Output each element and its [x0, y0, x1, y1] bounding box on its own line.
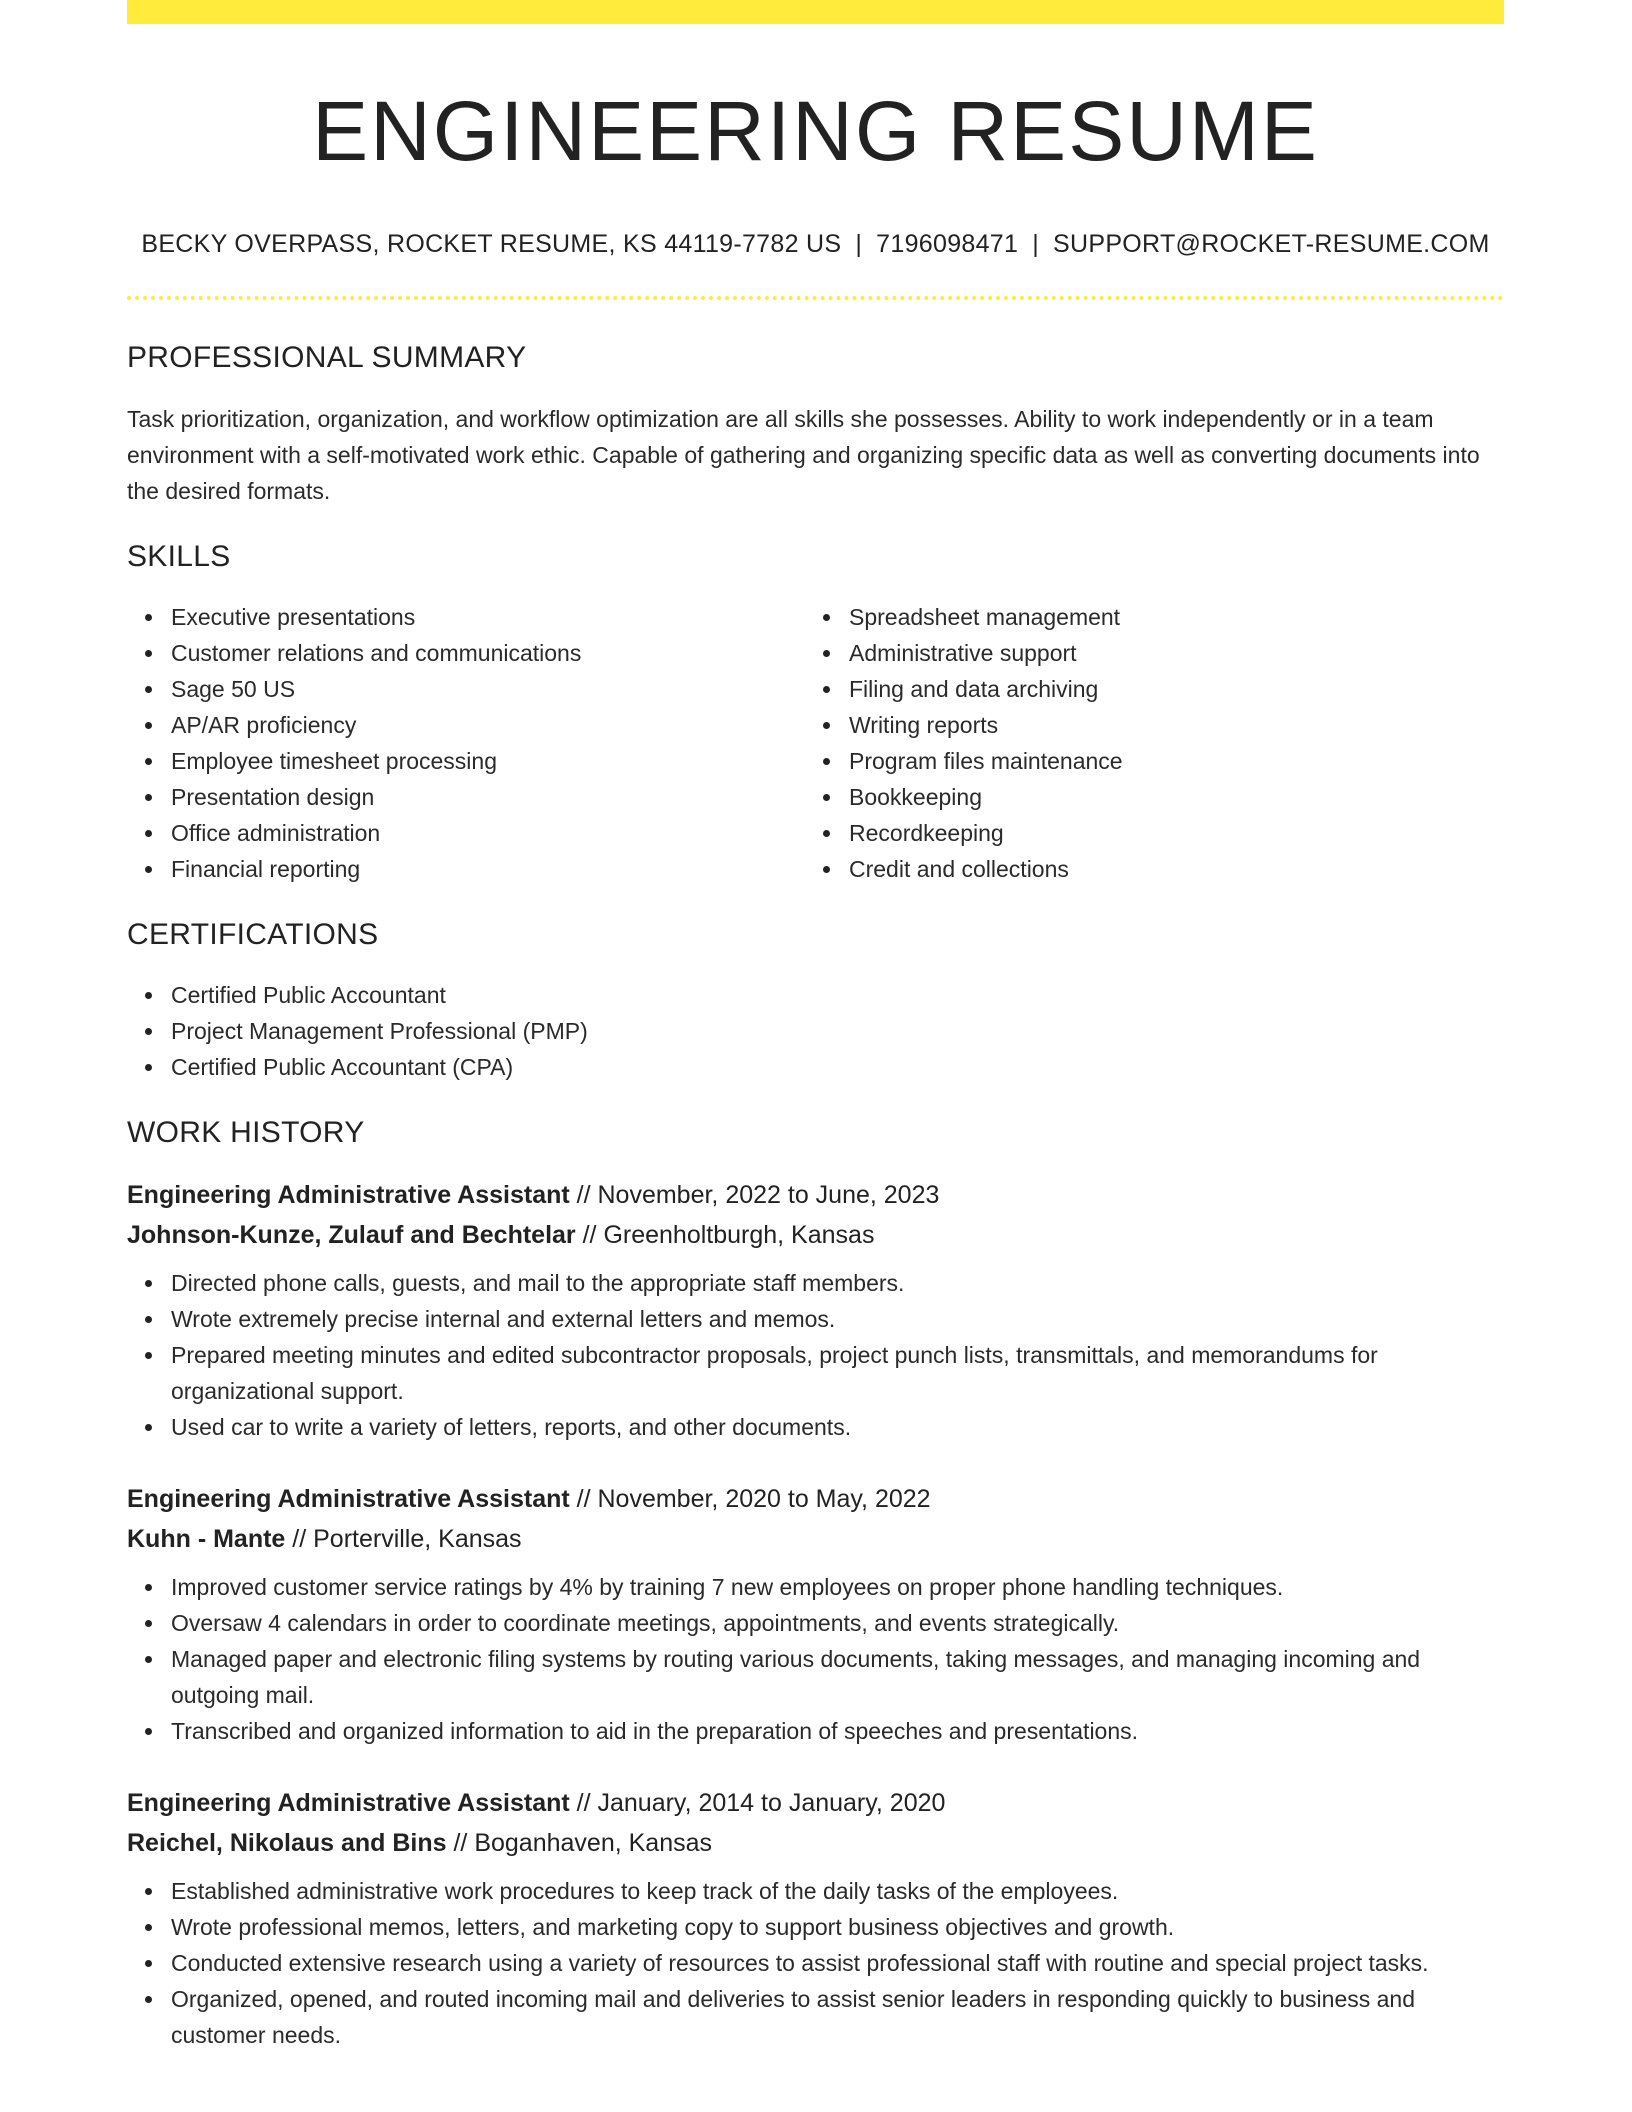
- skills-column-right: [805, 599, 1483, 887]
- summary-text: Task prioritization, organization, and workflow optimization are all skills she possesses. Ability to work independently or in a team environment with a self-motivated work ethic. Capable of gathering and organizing specific data as well as converting documents into the desired formats.: [127, 406, 1480, 504]
- skill-item: Administrative support: [805, 635, 1483, 671]
- job-title: Engineering Administrative Assistant: [127, 1789, 570, 1817]
- job-bullet: Prepared meeting minutes and edited subcontractor proposals, project punch lists, transmittals, and memorandums for organizational support.: [127, 1337, 1504, 1409]
- skill-item: Executive presentations: [127, 599, 805, 635]
- job-title: Engineering Administrative Assistant: [127, 1181, 570, 1209]
- job-bullet: Wrote professional memos, letters, and marketing copy to support business objectives and growth.: [127, 1909, 1504, 1945]
- job-bullet: Managed paper and electronic filing systems by routing various documents, taking messages, and managing incoming and outgoing mail.: [127, 1641, 1504, 1713]
- skill-item: Writing reports: [805, 707, 1483, 743]
- skill-item: Program files maintenance: [805, 743, 1483, 779]
- contact-separator: |: [1032, 230, 1040, 258]
- job-entry: [127, 1175, 1504, 1445]
- job-company: Johnson-Kunze, Zulauf and Bechtelar: [127, 1221, 576, 1249]
- resume-page: [127, 0, 1504, 2053]
- certification-item: Certified Public Accountant: [127, 977, 1504, 1013]
- skill-item: Spreadsheet management: [805, 599, 1483, 635]
- contact-separator: |: [855, 230, 863, 258]
- skill-item: Bookkeeping: [805, 779, 1483, 815]
- job-company-line: [127, 1215, 1504, 1255]
- job-bullet: Transcribed and organized information to aid in the preparation of speeches and presentations.: [127, 1713, 1504, 1749]
- summary-heading: PROFESSIONAL SUMMARY: [127, 341, 527, 374]
- job-bullets: [127, 1265, 1504, 1445]
- job-bullet: Improved customer service ratings by 4% by training 7 new employees on proper phone handling techniques.: [127, 1569, 1504, 1605]
- job-bullet: Oversaw 4 calendars in order to coordinate meetings, appointments, and events strategically.: [127, 1605, 1504, 1641]
- job-location: // Porterville, Kansas: [285, 1525, 522, 1553]
- job-company: Reichel, Nikolaus and Bins: [127, 1829, 447, 1857]
- skill-item: Employee timesheet processing: [127, 743, 805, 779]
- skills-heading: SKILLS: [127, 540, 231, 573]
- contact-line: [127, 228, 1504, 260]
- job-bullets: [127, 1569, 1504, 1749]
- skill-item: Office administration: [127, 815, 805, 851]
- job-company: Kuhn - Mante: [127, 1525, 286, 1553]
- skill-item: Presentation design: [127, 779, 805, 815]
- dotted-divider: [127, 296, 1504, 300]
- skill-item: Financial reporting: [127, 851, 805, 887]
- certifications-heading: CERTIFICATIONS: [127, 918, 379, 951]
- job-bullet: Established administrative work procedures to keep track of the daily tasks of the employees.: [127, 1873, 1504, 1909]
- certification-item: Project Management Professional (PMP): [127, 1013, 1504, 1049]
- resume-title: ENGINEERING RESUME: [312, 84, 1319, 178]
- job-bullet: Conducted extensive research using a variety of resources to assist professional staff with routine and special project tasks.: [127, 1945, 1504, 1981]
- contact-email: SUPPORT@ROCKET-RESUME.COM: [1053, 230, 1490, 258]
- contact-address: BECKY OVERPASS, ROCKET RESUME, KS 44119-7782 US: [141, 230, 842, 258]
- skills-grid: [127, 599, 1504, 887]
- job-title-line: [127, 1175, 1504, 1215]
- job-company-line: [127, 1519, 1504, 1559]
- work-history-heading: WORK HISTORY: [127, 1116, 365, 1149]
- job-location: // Greenholtburgh, Kansas: [575, 1221, 875, 1249]
- job-dates: // January, 2014 to January, 2020: [569, 1789, 946, 1817]
- job-dates: // November, 2020 to May, 2022: [569, 1485, 931, 1513]
- skills-column-left: [127, 599, 805, 887]
- skill-item: Filing and data archiving: [805, 671, 1483, 707]
- job-dates: // November, 2022 to June, 2023: [569, 1181, 940, 1209]
- skill-item: Customer relations and communications: [127, 635, 805, 671]
- job-title: Engineering Administrative Assistant: [127, 1485, 570, 1513]
- job-bullet: Used car to write a variety of letters, reports, and other documents.: [127, 1409, 1504, 1445]
- skill-item: Sage 50 US: [127, 671, 805, 707]
- certifications-list: [127, 977, 1504, 1085]
- accent-bar: [127, 0, 1504, 24]
- job-title-line: [127, 1783, 1504, 1823]
- certification-item: Certified Public Accountant (CPA): [127, 1049, 1504, 1085]
- job-bullets: [127, 1873, 1504, 2053]
- job-bullet: Wrote extremely precise internal and external letters and memos.: [127, 1301, 1504, 1337]
- skill-item: Recordkeeping: [805, 815, 1483, 851]
- skill-item: Credit and collections: [805, 851, 1483, 887]
- job-bullet: Directed phone calls, guests, and mail to the appropriate staff members.: [127, 1265, 1504, 1301]
- skill-item: AP/AR proficiency: [127, 707, 805, 743]
- job-entry: [127, 1783, 1504, 2053]
- contact-phone: 7196098471: [876, 230, 1019, 258]
- job-bullet: Organized, opened, and routed incoming mail and deliveries to assist senior leaders in responding quickly to business and customer needs.: [127, 1981, 1504, 2053]
- job-title-line: [127, 1479, 1504, 1519]
- job-location: // Boganhaven, Kansas: [446, 1829, 712, 1857]
- job-entry: [127, 1479, 1504, 1749]
- job-company-line: [127, 1823, 1504, 1863]
